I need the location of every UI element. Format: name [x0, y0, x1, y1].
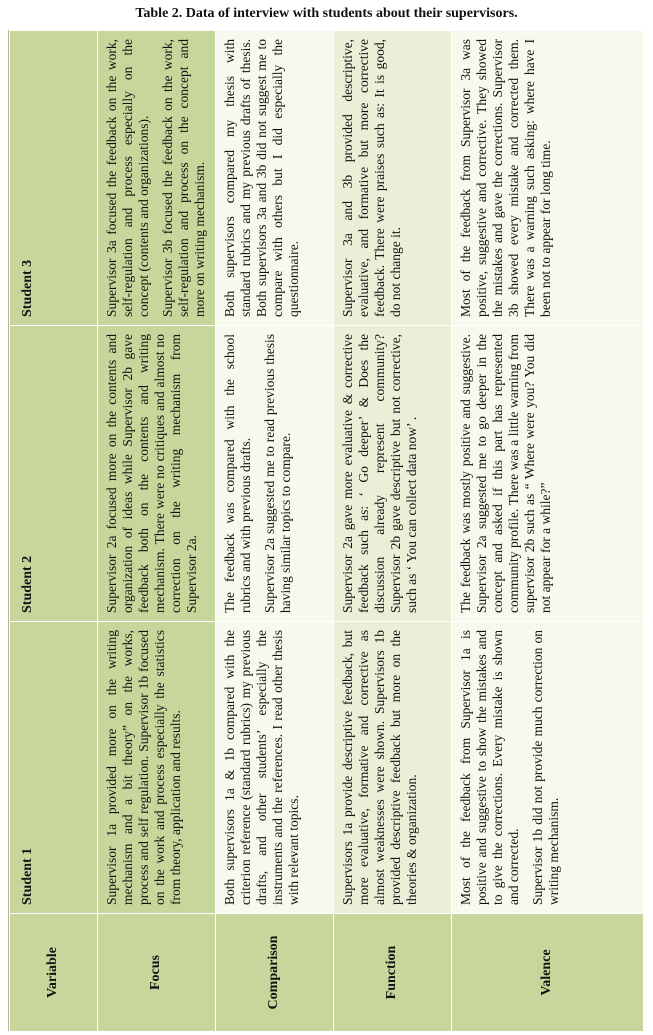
cell-focus: [98, 622, 216, 914]
cell-focus: [98, 31, 216, 326]
cell-paragraph: Supervisors 1a provide descriptive feedback, but more evaluative, formative and corrective as almost weaknesses were shown. Supervisors 1b provided descriptive feedback but more on the theories & organization.: [340, 630, 419, 905]
table-caption: Table 2. Data of interview with students about their supervisors.: [135, 6, 518, 21]
cell-paragraph: Supervisor 2a suggested me to read previous thesis having similar topics to compare.: [261, 334, 293, 613]
cell-function: [334, 31, 452, 326]
cell-function: [334, 622, 452, 914]
cell-paragraph: Both supervisors 1a & 1b compared with the criterion reference (standard rubrics) my previous drafts, and other students’ especially the instruments and the references. I read other thesis with relevant topics.: [222, 630, 301, 905]
column-header-comparison: Comparison: [216, 914, 334, 1032]
data-table-container: [8, 30, 642, 1031]
cell-paragraph: The feedback was mostly positive and suggestive. Supervisor 2a suggested me to go deeper in the concept and asked if this part has represented community profile. There was a little warning from supervisor 2b such as “ Where were you? You did not appear for a while?”: [458, 334, 553, 613]
cell-paragraph: Supervisor 1a provided more on the writing mechanism and a bit theory” on the works, process and self regulation. Supervisor 1b focused on the work and process especially the statistics from theory, application and results.: [104, 630, 183, 905]
student-label: Student 2: [10, 326, 98, 622]
cell-paragraph: Most of the feedback from Supervisor 3a was positive, suggestive and corrective. They showed the mistakes and gave the corrections. Supervisor 3b showed every mistake and corrected them. There was a warning such asking: where have I been not to appear for long time.: [458, 39, 553, 317]
row-function: [334, 31, 452, 1032]
cell-comparison: [216, 326, 334, 622]
cell-paragraph: Supervisor 3b focused the feedback on the work, self-regulation and process on the concept and more on writing mechanism.: [159, 39, 207, 317]
cell-paragraph: The feedback was compared with the school rubrics and with previous drafts.: [222, 334, 253, 613]
row-student: [10, 31, 98, 1032]
cell-comparison: [216, 31, 334, 326]
column-header-variable: Variable: [10, 914, 98, 1032]
cell-paragraph: Most of the feedback from Supervisor 1a is positive and suggestive to show the mistakes and to give the corrections. Every mistake is shown and corrected.: [458, 630, 521, 905]
cell-paragraph: Supervisor 2a focused more on the contents and organization of ideas while Supervisor 2b gave feedback both on the contents and writing mechanism. There were no critiques and almost no correction on the writing mechanism from Supervisor 2a.: [104, 334, 199, 613]
row-valence: [452, 31, 644, 1032]
cell-valence: [452, 326, 644, 622]
rotated-table: [9, 31, 643, 1032]
column-header-function: Function: [334, 914, 452, 1032]
row-comparison: [216, 31, 334, 1032]
student-label: Student 3: [10, 31, 98, 326]
column-header-valence: Valence: [452, 914, 644, 1032]
student-label: Student 1: [10, 622, 98, 914]
cell-function: [334, 326, 452, 622]
cell-paragraph: Supervisor 1b did not provide much correction on writing mechanism.: [529, 630, 561, 905]
cell-paragraph: Supervisor 2a gave more evaluative & corrective feedback such as: ‘ Go deeper’ & Does the discussion already represent community? Supervisor 2b gave descriptive but not corrective, such as ‘ You can collect data now’ .: [340, 334, 419, 613]
cell-paragraph: Supervisor 3a focused the feedback on the work, self-regulation and process especially on the concept (contents and organizations).: [104, 39, 151, 317]
cell-paragraph: Supervisor 3a and 3b provided descriptive, evaluative, and formative but more corrective feedback. There were praises such as: It is good, do not change it.: [340, 39, 403, 317]
row-focus: [98, 31, 216, 1032]
cell-valence: [452, 622, 644, 914]
cell-valence: [452, 31, 644, 326]
column-header-focus: Focus: [98, 914, 216, 1032]
cell-comparison: [216, 622, 334, 914]
cell-focus: [98, 326, 216, 622]
data-table: [9, 30, 644, 1032]
cell-paragraph: Both supervisors compared my thesis with standard rubrics and my previous drafts of thesis. Both supervisors 3a and 3b did not suggest me to compare with others but I did especially the questionnaire.: [222, 39, 301, 317]
